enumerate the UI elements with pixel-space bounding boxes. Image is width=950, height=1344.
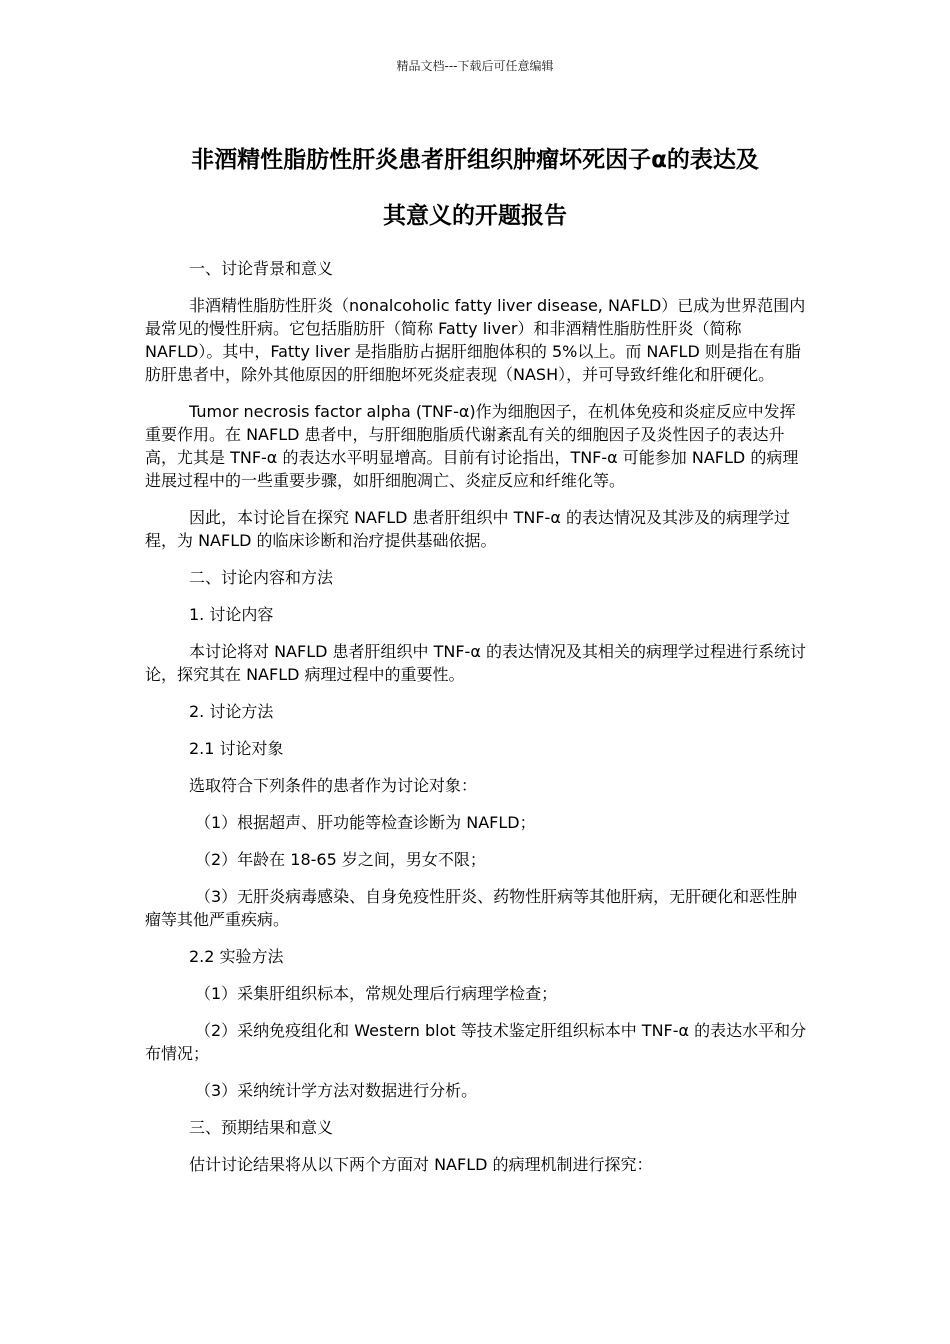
- subheading-content: 1. 讨论内容: [189, 605, 274, 624]
- section-heading-background: 一、讨论背景和意义: [189, 259, 334, 278]
- title-line-1: 非酒精性脂肪性肝炎患者肝组织肿瘤坏死因子α的表达及: [191, 147, 759, 173]
- paragraph-content: 本讨论将对 NAFLD 患者肝组织中 TNF-α 的表达情况及其相关的病理学过程进行系统讨论，探究其在 NAFLD 病理过程中的重要性。: [145, 642, 806, 684]
- subheading-experiment-methods: 2.2 实验方法: [189, 947, 284, 966]
- list-item-criteria-2: （2）年龄在 18-65 岁之间，男女不限；: [195, 850, 486, 869]
- page-header: 精品文档---下载后可任意编辑: [396, 59, 554, 73]
- section-heading-expected-results: 三、预期结果和意义: [189, 1118, 334, 1137]
- list-item-criteria-1: （1）根据超声、肝功能等检查诊断为 NAFLD；: [195, 813, 536, 832]
- title-line-2: 其意义的开题报告: [383, 203, 567, 229]
- list-item-method-1: （1）采集肝组织标本，常规处理后行病理学检查；: [195, 984, 558, 1003]
- subheading-methods: 2. 讨论方法: [189, 702, 274, 721]
- document-title: [120, 132, 830, 244]
- section-heading-content-methods: 二、讨论内容和方法: [189, 568, 334, 587]
- paragraph-expected-results: 估计讨论结果将从以下两个方面对 NAFLD 的病理机制进行探究：: [189, 1155, 653, 1174]
- paragraph-nafld-intro: 非酒精性脂肪性肝炎（nonalcoholic fatty liver disease, NAFLD）已成为世界范围内最常见的慢性肝病。它包括脂肪肝（简称 Fatty liver）和非酒精性脂肪性肝炎（简称 NAFLD）。其中，Fatty liver 是指脂肪占据肝细胞体积的 5%以上。而 NAFLD 则是指在有脂肪肝患者中，除外其他原因的肝细胞坏死炎症表现（NASH），并可导致纤维化和肝硬化。: [145, 296, 806, 384]
- list-item-criteria-3: （3）无肝炎病毒感染、自身免疫性肝炎、药物性肝病等其他肝病，无肝硬化和恶性肿瘤等其他严重疾病。: [145, 887, 798, 929]
- paragraph-subject-criteria: 选取符合下列条件的患者作为讨论对象：: [189, 776, 478, 795]
- subheading-subjects: 2.1 讨论对象: [189, 739, 284, 758]
- document-body: [145, 257, 809, 1190]
- list-item-method-3: （3）采纳统计学方法对数据进行分析。: [195, 1081, 478, 1100]
- paragraph-tnf-alpha: Tumor necrosis factor alpha (TNF-α)作为细胞因子，在机体免疫和炎症反应中发挥重要作用。在 NAFLD 患者中，与肝细胞脂质代谢紊乱有关的细胞因子及炎性因子的表达升高，尤其是 TNF-α 的表达水平明显增高。目前有讨论指出，TNF-α 可能参加 NAFLD 的病理进展过程中的一些重要步骤，如肝细胞凋亡、炎症反应和纤维化等。: [145, 402, 799, 490]
- paragraph-purpose: 因此，本讨论旨在探究 NAFLD 患者肝组织中 TNF-α 的表达情况及其涉及的病理学过程，为 NAFLD 的临床诊断和治疗提供基础依据。: [145, 508, 790, 550]
- list-item-method-2: （2）采纳免疫组化和 Western blot 等技术鉴定肝组织标本中 TNF-α 的表达水平和分布情况；: [145, 1021, 807, 1063]
